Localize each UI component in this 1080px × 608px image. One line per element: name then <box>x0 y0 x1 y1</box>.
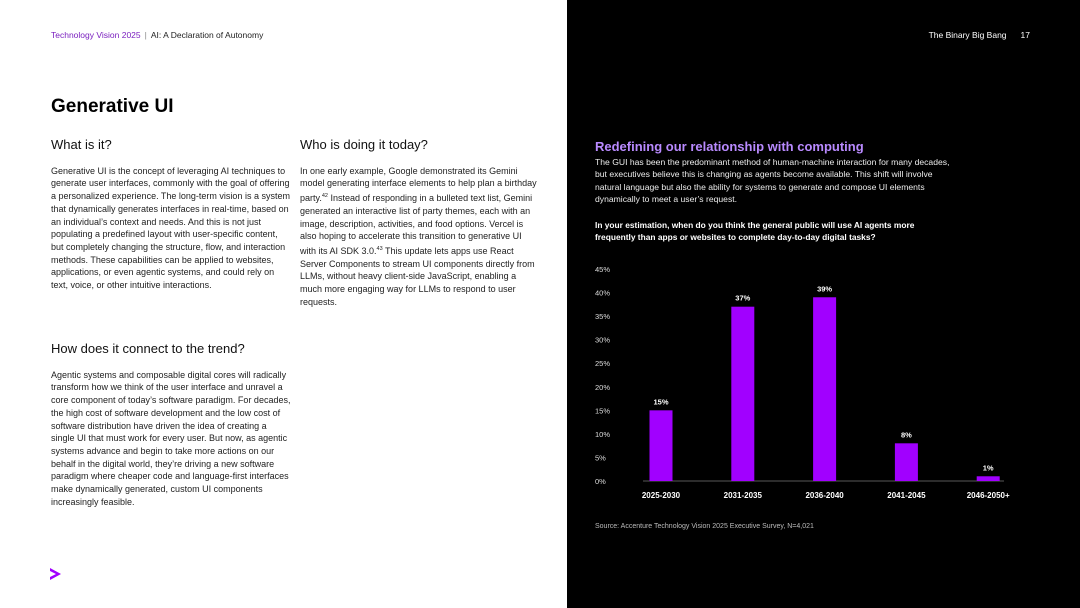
connect-heading: How does it connect to the trend? <box>51 341 245 356</box>
bar <box>977 476 1000 481</box>
y-tick-label: 15% <box>595 406 611 416</box>
chevron-right-icon <box>48 566 64 582</box>
bar-value-label: 8% <box>900 430 912 440</box>
x-tick-label: 2036-2040 <box>805 491 844 500</box>
source-note: Source: Accenture Technology Vision 2025 Executive Survey, N=4,021 <box>595 523 814 530</box>
section-header <box>929 30 1030 40</box>
y-tick-label: 45% <box>595 265 611 274</box>
page-number: 17 <box>1020 30 1030 40</box>
bar-value-label: 15% <box>653 397 669 407</box>
x-tick-label: 2025-2030 <box>641 491 681 500</box>
header-separator: | <box>144 30 147 40</box>
bar-chart <box>567 255 1080 510</box>
chart-section-title: Redefining our relationship with computing <box>595 139 864 154</box>
footnote-ref-42: 42 <box>321 193 328 200</box>
y-tick-label: 20% <box>595 382 611 392</box>
who-today-text-1: In one early example, Google demonstrated its Gemini model generating interface elements to help plan a birthday party. <box>300 165 537 204</box>
right-panel <box>567 0 1080 608</box>
what-is-it-heading: What is it? <box>51 137 112 152</box>
connect-section <box>51 343 291 508</box>
bar <box>895 443 918 481</box>
report-subtitle: AI: A Declaration of Autonomy <box>150 30 264 40</box>
y-tick-label: 0% <box>595 477 606 486</box>
running-header <box>51 30 263 40</box>
what-is-it-body: Generative UI is the concept of leveraging AI techniques to generate user interfaces, commonly with the goal of offering a personalized experience. The long-term vision is a system that dynamically generates interfaces in real-time, based on an individual’s context and needs. And this is not just populating a predefined layout with user-specific content, but completely changing the structure, flow, and interaction methods. These capabilities can be applied to websites, applications, or even agentic systems, and could rely on text, voice, or other intuitive interactions. <box>51 165 290 291</box>
connect-body: Agentic systems and composable digital cores will radically transform how we think of the user interface and unravel a core component of today’s software paradigm. For decades, the high cost of software development and the low cost of software distribution have driven the idea of creating a single UI that must work for every user. But now, as agentic systems advance and begin to take more actions on our behalf in the digital world, they’re driving a new software paradigm where cheaper code and language-first interfaces make dynamically generated, custom UI components increasingly feasible. <box>51 369 291 507</box>
bar <box>650 410 673 481</box>
section-name: The Binary Big Bang <box>928 30 1007 40</box>
y-tick-label: 25% <box>595 359 611 369</box>
bar-value-label: 1% <box>982 463 994 473</box>
y-tick-label: 40% <box>595 288 611 298</box>
bar <box>813 297 836 481</box>
who-today-heading: Who is doing it today? <box>300 137 428 152</box>
footnote-ref-43: 43 <box>376 245 383 252</box>
survey-question: In your estimation, when do you think the general public will use AI agents more frequently than apps or websites to complete day-to-day digital tasks? <box>595 220 915 243</box>
who-today-section <box>300 139 540 308</box>
chart-section-description: The GUI has been the predominant method of human-machine interaction for many decades, but executives believe this is changing as agents become available. This shift will involve natural language but also the ability for systems to generate and compose UI elements dynamically to meet a user’s request. <box>595 157 950 205</box>
who-today-text-2: Instead of responding in a bulleted text list, Gemini generated an interactive list of party themes, each with an image, description, activities, and food options. Vercel is also hoping to accelerate this transition to generative UI with its AI SDK 3.0. <box>300 193 533 256</box>
x-tick-label: 2031-2035 <box>723 491 762 500</box>
bar <box>731 307 754 481</box>
who-today-text-3: This update lets apps use React Server Components to stream UI components directly from LLMs, without heavy client-side JavaScript, enabling a much more engaging way for LLMs to respond to user requests. <box>300 245 535 307</box>
bar-value-label: 37% <box>735 293 751 303</box>
y-tick-label: 5% <box>595 453 606 463</box>
y-tick-label: 30% <box>595 335 611 345</box>
y-tick-label: 10% <box>595 429 611 439</box>
page-title: Generative UI <box>51 96 174 117</box>
x-tick-label: 2041-2045 <box>887 491 926 500</box>
who-today-body <box>300 165 540 309</box>
report-brand: Technology Vision 2025 <box>51 30 141 40</box>
bar-value-label: 39% <box>817 284 833 294</box>
x-tick-label: 2046-2050+ <box>966 491 1010 500</box>
y-tick-label: 35% <box>595 312 611 322</box>
what-is-it-section <box>51 139 291 292</box>
